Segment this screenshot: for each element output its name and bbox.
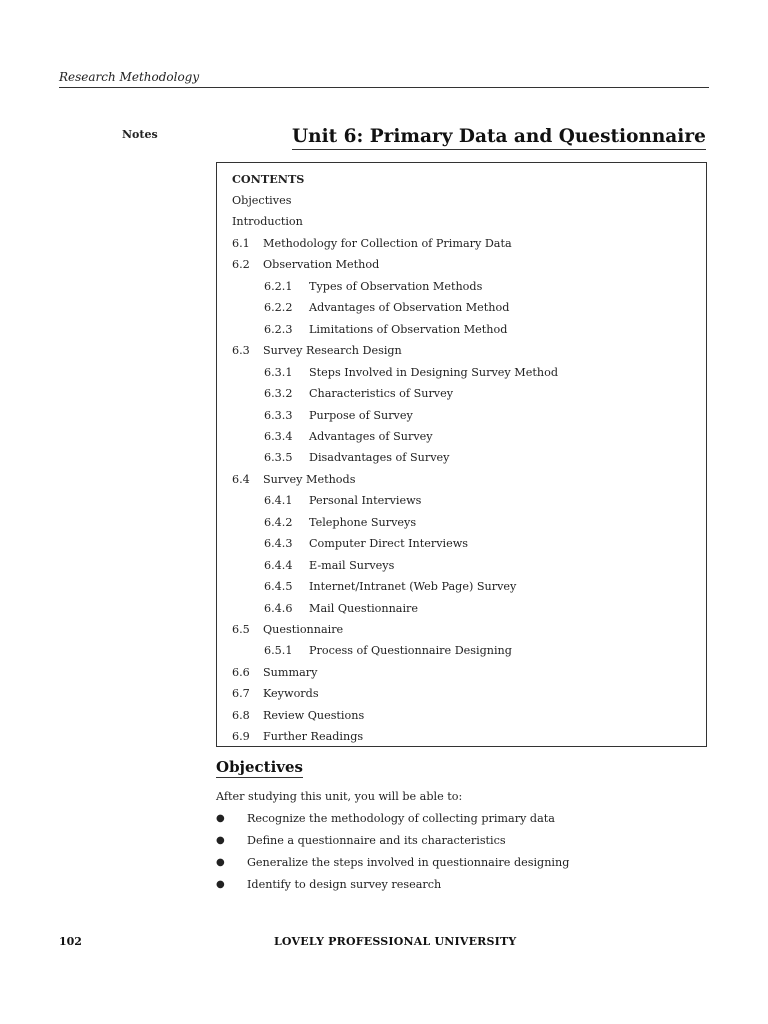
toc-entry [217,258,706,272]
objective-text: Recognize the methodology of collecting primary data [247,812,555,825]
margin-notes-label: Notes [122,128,158,141]
toc-entry [217,623,706,637]
unit-title: Unit 6: Primary Data and Questionnaire [292,126,706,150]
toc-number: 6.6 [232,665,250,679]
toc-title: Limitations of Observation Method [309,322,508,336]
toc-entry [217,687,706,701]
toc-entry [217,387,706,401]
footer-university: LOVELY PROFESSIONAL UNIVERSITY [274,935,517,948]
toc-title: Objectives [232,194,292,207]
toc-entry [217,366,706,380]
bullet-icon: ● [216,857,225,868]
running-header: Research Methodology [59,70,709,88]
toc-number: 6.3 [232,344,250,358]
toc-entry [217,215,706,229]
toc-title: Survey Research Design [263,344,402,358]
bullet-icon: ● [216,835,225,846]
page-number: 102 [59,935,82,948]
toc-number: 6.4.6 [264,601,293,615]
toc-entry [217,559,706,573]
toc-number: 6.2.3 [264,322,293,336]
contents-heading: CONTENTS [232,172,305,186]
toc-entry [217,537,706,551]
toc-number: 6.2.1 [264,279,293,293]
objectives-intro: After studying this unit, you will be able to: [216,790,463,803]
toc-entry [217,644,706,658]
toc-entry [217,666,706,680]
toc-title: Steps Involved in Designing Survey Method [309,365,558,379]
toc-entry [217,494,706,508]
toc-title: E-mail Surveys [309,558,395,572]
toc-title: Mail Questionnaire [309,601,419,615]
toc-number: 6.3.1 [264,365,293,379]
toc-entry [217,323,706,337]
toc-entry [217,730,706,744]
toc-title: Keywords [263,687,319,701]
toc-number: 6.4.1 [264,494,293,508]
toc-title: Introduction [232,215,303,229]
toc-number: 6.9 [232,730,250,744]
toc-number: 6.4.4 [264,558,293,572]
toc-title: Types of Observation Methods [309,279,483,293]
toc-title: Methodology for Collection of Primary Data [263,236,512,250]
toc-title: Internet/Intranet (Web Page) Survey [309,580,517,594]
toc-entry [217,602,706,616]
toc-title: Review Questions [263,708,365,722]
toc-entry [217,516,706,530]
toc-entry [217,194,706,208]
toc-title: Purpose of Survey [309,408,413,422]
contents-box [216,162,707,747]
toc-entry [217,473,706,487]
toc-entry [217,709,706,723]
toc-title: Survey Methods [263,472,356,486]
toc-number: 6.2 [232,258,250,272]
toc-number: 6.1 [232,236,250,250]
toc-number: 6.5.1 [264,644,293,658]
toc-entry [217,237,706,251]
objective-text: Identify to design survey research [247,878,442,891]
objectives-heading: Objectives [216,758,303,776]
toc-entry [217,409,706,423]
toc-number: 6.4.2 [264,515,293,529]
toc-entry [217,280,706,294]
toc-title: Telephone Surveys [309,515,417,529]
bullet-icon: ● [216,879,225,890]
toc-number: 6.3.3 [264,408,293,422]
toc-title: Further Readings [263,730,364,744]
toc-number: 6.7 [232,687,250,701]
toc-title: Advantages of Survey [309,429,433,443]
toc-entry [217,580,706,594]
toc-title: Computer Direct Interviews [309,537,469,551]
toc-title: Advantages of Observation Method [309,301,510,315]
toc-number: 6.8 [232,708,250,722]
toc-number: 6.4.3 [264,537,293,551]
toc-number: 6.3.5 [264,451,293,465]
toc-title: Questionnaire [263,623,344,636]
toc-entry [217,451,706,465]
toc-entry [217,344,706,358]
toc-title: Process of Questionnaire Designing [309,644,512,658]
objective-text: Define a questionnaire and its characteristics [247,834,506,847]
toc-entry [217,430,706,444]
toc-title: Summary [263,665,318,679]
objective-text: Generalize the steps involved in questionnaire designing [247,856,570,869]
toc-number: 6.4.5 [264,580,293,594]
toc-number: 6.2.2 [264,301,293,315]
toc-number: 6.3.2 [264,387,293,401]
toc-title: Observation Method [263,258,380,272]
toc-title: Characteristics of Survey [309,387,454,401]
bullet-icon: ● [216,813,225,824]
toc-entry [217,301,706,315]
toc-number: 6.3.4 [264,429,293,443]
toc-number: 6.5 [232,623,250,636]
toc-title: Disadvantages of Survey [309,451,450,465]
toc-title: Personal Interviews [309,494,422,508]
toc-number: 6.4 [232,472,250,486]
